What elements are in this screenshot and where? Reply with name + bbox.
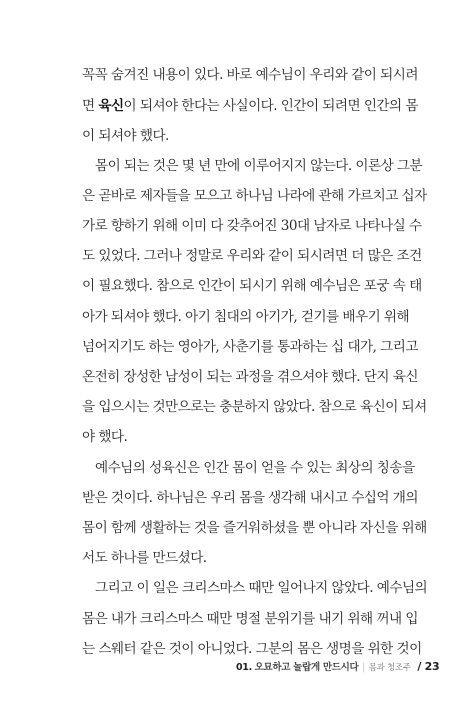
text-line: 몸이 함께 생활하는 것을 즐거워하셨을 뿐 아니라 자신을 위해 [82,520,427,536]
text-line: 이 필요했다. 참으로 인간이 되시기 위해 예수님은 포궁 속 태 [82,278,422,294]
page-number [417,660,439,673]
text-line: 받은 것이다. 하나님은 우리 몸을 생각해 내시고 수십억 개의 [82,490,418,506]
paragraph-first-line: 예수님의 성육신은 인간 몸이 얻을 수 있는 최상의 칭송을 [95,460,415,476]
text-line: 서도 하나를 만드셨다. [82,550,207,566]
text-line: 가로 향하기 위해 이미 다 갖추어진 30대 남자로 나타나실 수 [82,218,422,234]
text-line: 이 되셔야 했다. [82,128,169,144]
chapter-title: 오묘하고 놀랍게 만드시다 [254,662,359,673]
text-fragment: 이 되셔야 한다는 사실이다. 인간이 되려면 인간의 몸 [123,98,418,114]
chapter-number: 01. [236,662,252,673]
footer-separator: | [362,662,365,673]
text-line: 넘어지기도 하는 영아가, 사춘기를 통과하는 십 대가, 그리고 [82,339,418,355]
text-line: 아가 되셔야 했다. 아기 침대의 아기가, 걷기를 배우기 위해 [82,309,410,325]
paragraph-first-line: 그리고 이 일은 크리스마스 때만 일어나지 않았다. 예수님의 [95,580,428,596]
emphasis-word: 육신 [98,98,124,114]
text-line [82,97,418,115]
page-separator: / [417,660,422,673]
chapter-subtitle: 몸과 청조주 [368,663,411,673]
text-fragment: 면 [82,98,99,114]
page-number-value: 23 [424,660,440,673]
text-line: 는 스웨터 같은 것이 아니었다. 그분의 몸은 생명을 위한 것이 [82,641,422,657]
text-line: 은 곧바로 제자들을 모으고 하나님 나라에 관해 가르치고 십자 [82,188,427,204]
paragraph-first-line: 몸이 되는 것은 몇 년 만에 이루어지지 않는다. 이론상 그분 [95,158,423,174]
text-line: 온전히 장성한 남성이 되는 과정을 겪으셔야 했다. 단지 육신 [82,369,418,385]
text-line: 도 있었다. 그러나 정말로 우리와 같이 되시려면 더 많은 조건 [82,248,422,264]
text-line: 꼭꼭 숨겨진 내용이 있다. 바로 예수님이 우리와 같이 되시려 [82,67,418,83]
text-line: 몸은 내가 크리스마스 때만 명절 분위기를 내기 위해 꺼내 입 [82,611,418,627]
text-line: 야 했다. [82,429,128,445]
running-footer [236,660,440,675]
text-line: 을 입으시는 것만으로는 충분하지 않았다. 참으로 육신이 되셔 [82,399,427,415]
